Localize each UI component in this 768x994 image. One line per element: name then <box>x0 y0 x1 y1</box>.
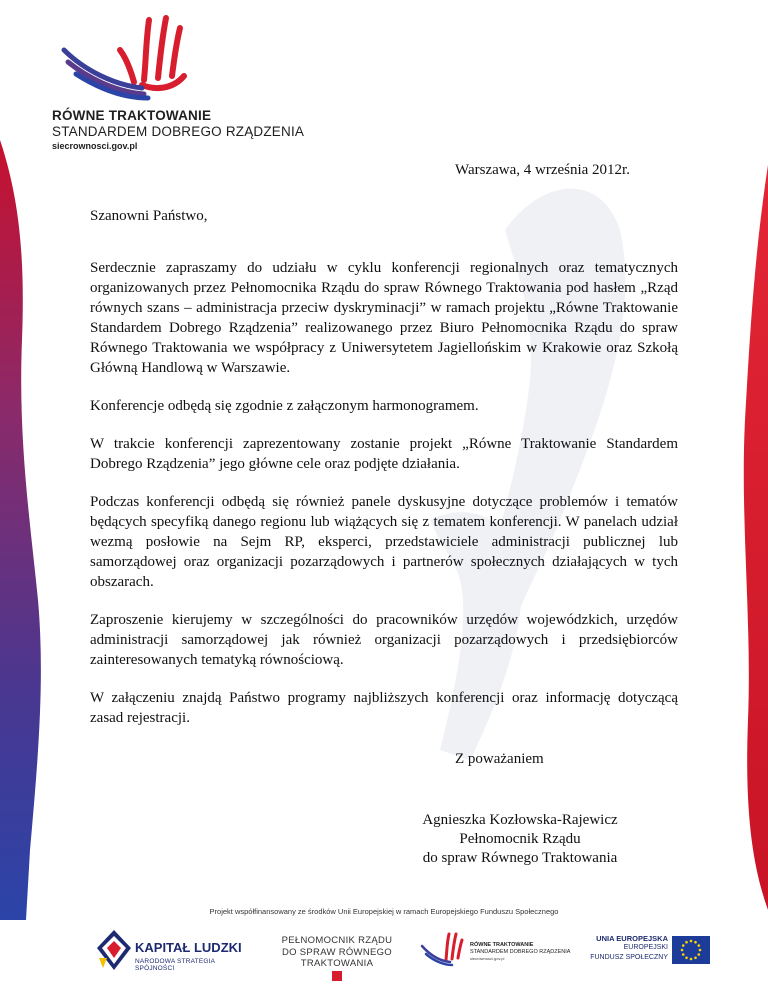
signature-title: Pełnomocnik Rządu <box>459 831 581 847</box>
eu-star <box>682 944 685 947</box>
letter-salutation: Szanowni Państwo, <box>90 208 208 224</box>
eu-star <box>697 944 700 947</box>
eu-star <box>699 949 702 952</box>
rowne-traktowanie-small-logo <box>418 930 578 970</box>
paragraph-invitation: Serdecznie zapraszamy do udziału w cyklu konferencji regionalnych oraz tematycznych organizowanych przez Pełnomocnika Rządu do spraw Równego Traktowania pod hasłem „Rząd równych szans – administracja przeciw dyskryminacji” w ramach projektu „Równe Traktowanie Standardem Dobrego Rządzenia” realizowanego przez Biuro Pełnomocnika Rządu do spraw Równego Traktowania we współpracy z Uniwersytetem Jagiellońskim w Krakowie oraz Szkołą Główną Handlową w Warszawie. <box>90 260 678 376</box>
eu-logo <box>585 932 710 972</box>
eu-star <box>690 940 693 943</box>
letter-closing: Z poważaniem <box>455 751 544 767</box>
footer-funding-note: Projekt współfinansowany ze środków Unii Europejskiej w ramach Europejskiego Funduszu Społecznego <box>209 907 559 916</box>
pelnomocnik-logo <box>257 935 417 971</box>
kapital-ludzki-star-icon <box>95 928 133 972</box>
pelnomocnik-line1: PEŁNOMOCNIK RZĄDU <box>281 935 393 946</box>
eu-line3: FUNDUSZ SPOŁECZNY <box>590 954 668 961</box>
hands-logo-icon <box>54 10 214 105</box>
eu-star <box>685 941 688 944</box>
paragraph-schedule: Konferencje odbędą się zgodnie z załączonym harmonogramem. <box>90 398 479 414</box>
pelnomocnik-red-mark <box>332 971 342 981</box>
eu-line2: EUROPEJSKI <box>623 944 668 951</box>
eu-star <box>685 956 688 959</box>
pelnomocnik-line2: DO SPRAW RÓWNEGO TRAKTOWANIA <box>281 947 392 969</box>
eu-star <box>682 953 685 956</box>
eu-star <box>681 949 684 952</box>
letter-body <box>90 258 678 746</box>
rt-small-line1: RÓWNE TRAKTOWANIE <box>470 942 534 948</box>
signature-name: Agnieszka Kozłowska-Rajewicz <box>422 812 618 828</box>
header-logo <box>50 10 350 160</box>
letter-signature <box>405 811 635 868</box>
paragraph-project: W trakcie konferencji zaprezentowany zostanie projekt „Równe Traktowanie Standardem Dobrego Rządzenia” jego główne cele oraz podjęte działania. <box>90 436 678 472</box>
eu-star <box>694 956 697 959</box>
kapital-ludzki-logo <box>95 928 245 978</box>
eu-star <box>690 958 693 961</box>
brand-subtitle: STANDARDEM DOBREGO RZĄDZENIA <box>52 124 305 139</box>
brand-url: siecrownosci.gov.pl <box>52 141 138 151</box>
paragraph-panels: Podczas konferencji odbędą się również panele dyskusyjne dotyczące problemów i tematów będących specyfiką danego regionu lub wiążących się z tematem konferencji. W panelach udział wezmą posłowie na Sejm RP, eksperci, przedstawiciele administracji publicznej lub samorządowej oraz organizacji pozarządowych i partnerów społecznych działających w tych obszarach. <box>90 494 678 590</box>
eu-star <box>697 953 700 956</box>
letter-date: Warszawa, 4 września 2012r. <box>455 162 630 178</box>
left-band <box>0 140 41 920</box>
brand-title: RÓWNE TRAKTOWANIE <box>52 108 212 123</box>
paragraph-audience: Zaproszenie kierujemy w szczególności do pracowników urzędów wojewódzkich, urzędów administracji samorządowej jak również organizacji pozarządowych i przedsiębiorców zainteresowanych tematyką równościową. <box>90 612 678 668</box>
right-band <box>744 165 768 910</box>
eu-flag-icon <box>672 936 710 964</box>
kapital-ludzki-name: KAPITAŁ LUDZKI <box>135 940 242 955</box>
paragraph-attachments: W załączeniu znajdą Państwo programy najbliższych konferencji oraz informację dotyczącą zasad rejestracji. <box>90 690 678 726</box>
kapital-ludzki-tagline: NARODOWA STRATEGIA SPÓJNOŚCI <box>135 958 215 972</box>
rt-small-line3: siecrownosci.gov.pl <box>470 956 505 961</box>
eu-line1: UNIA EUROPEJSKA <box>596 934 668 943</box>
small-hands-icon <box>418 930 468 968</box>
signature-office: do spraw Równego Traktowania <box>422 850 618 866</box>
eu-star <box>694 941 697 944</box>
rt-small-line2: STANDARDEM DOBREGO RZĄDZENIA <box>470 949 571 955</box>
